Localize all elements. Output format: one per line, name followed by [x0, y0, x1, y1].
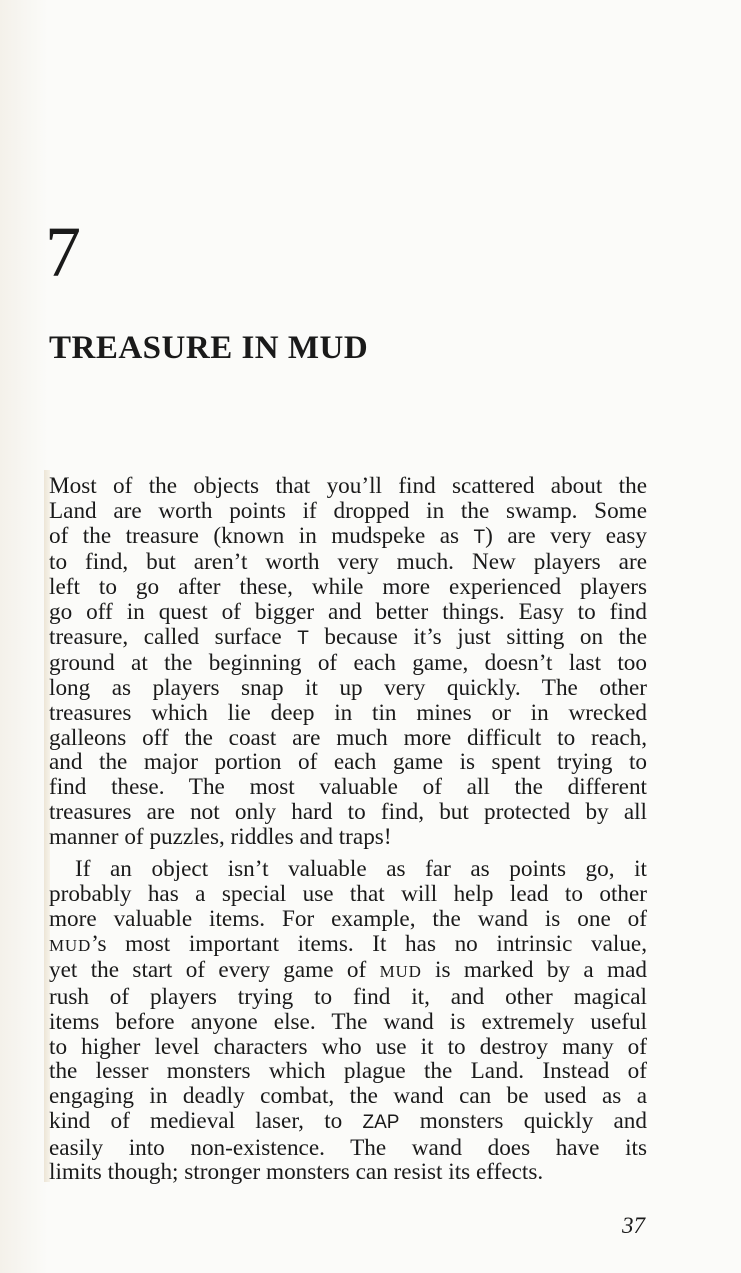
text-line: [49, 750, 647, 775]
text-segment: ground at the beginning of each game, doesn’t last too: [49, 650, 647, 677]
text-segment: If an object isn’t valuable as far as points go, it: [75, 856, 647, 883]
styled-term: T: [473, 526, 486, 548]
text-segment: treasures which lie deep in tin mines or in wrecked: [49, 699, 647, 726]
text-line: [49, 474, 647, 499]
text-segment: to higher level characters who use it to destroy many of: [49, 1033, 647, 1060]
chapter-title: TREASURE IN MUD: [49, 330, 369, 366]
text-segment: and the major portion of each game is spent trying to: [49, 749, 647, 776]
text-segment: rush of players trying to find it, and other magical: [49, 984, 647, 1010]
page-gutter-shade: [0, 0, 48, 1273]
text-line: [49, 800, 647, 825]
styled-term: MUD: [379, 962, 422, 982]
text-segment: easily into non-existence. The wand does have its: [49, 1134, 647, 1161]
text-line: [49, 958, 647, 985]
text-segment: limits though; stronger monsters can resist its effects.: [49, 1159, 544, 1186]
text-line: [49, 676, 647, 701]
text-segment: treasure, called surface: [49, 623, 298, 650]
text-line: [49, 985, 647, 1010]
body-text: [49, 474, 647, 1185]
chapter-number: 7: [45, 212, 81, 292]
text-segment: yet the start of every game of: [49, 957, 380, 984]
text-segment: Most of the objects that you’ll find scattered about the: [49, 473, 647, 499]
text-segment: Land are worth points if dropped in the swamp. Some: [49, 497, 647, 524]
text-segment: long as players snap it up very quickly. The other: [49, 675, 647, 701]
styled-term: T: [297, 627, 309, 649]
text-line: [49, 625, 647, 652]
text-line: [49, 932, 647, 959]
text-segment: probably has a special use that will help lead to other: [49, 881, 647, 907]
text-line: [49, 857, 647, 882]
text-line: [49, 1010, 647, 1035]
text-line: [49, 825, 647, 850]
text-segment: manner of puzzles, riddles and traps!: [49, 823, 392, 850]
text-line: [49, 499, 647, 524]
text-segment: left to go after these, while more experienced players: [49, 574, 647, 600]
text-segment: treasures are not only hard to find, but protected by all: [49, 798, 647, 825]
text-segment: items before anyone else. The wand is extremely useful: [49, 1008, 647, 1035]
styled-term: MUD: [49, 935, 92, 955]
text-segment: to find, but aren’t worth very much. New players are: [49, 549, 647, 576]
page-number: 37: [622, 1213, 645, 1238]
styled-term: ZAP: [362, 1111, 400, 1133]
text-line: [49, 775, 647, 800]
text-segment: engaging in deadly combat, the wand can be used as a: [49, 1083, 647, 1109]
text-segment: galleons off the coast are much more difficult to reach,: [49, 724, 647, 751]
text-line: [49, 524, 647, 551]
text-line: [49, 1059, 647, 1084]
text-segment: kind of medieval laser, to: [49, 1107, 363, 1134]
text-segment: is marked by a mad: [421, 957, 647, 984]
text-segment: the lesser monsters which plague the Land. Instead of: [49, 1058, 647, 1085]
text-line: [49, 1035, 647, 1060]
paragraph: [49, 857, 647, 1185]
text-segment: go off in quest of bigger and better things. Easy to find: [49, 598, 647, 625]
text-line: [49, 1160, 647, 1185]
text-line: [49, 600, 647, 625]
text-line: [49, 651, 647, 676]
text-line: [49, 1109, 647, 1136]
text-segment: of the treasure (known in mudspeke as: [49, 522, 474, 549]
text-segment: because it’s just sitting on the: [308, 623, 647, 650]
text-line: [49, 907, 647, 932]
text-line: [49, 550, 647, 575]
text-line: [49, 882, 647, 907]
text-segment: find these. The most valuable of all the different: [49, 774, 647, 800]
text-line: [49, 701, 647, 726]
text-line: [49, 726, 647, 751]
text-segment: ’s most important items. It has no intrinsic value,: [91, 930, 647, 957]
text-line: [49, 1136, 647, 1161]
text-line: [49, 1084, 647, 1109]
text-segment: monsters quickly and: [399, 1107, 647, 1134]
text-segment: ) are very easy: [485, 522, 648, 549]
paragraph: [49, 474, 647, 849]
text-line: [49, 575, 647, 600]
text-segment: more valuable items. For example, the wand is one of: [49, 905, 647, 932]
